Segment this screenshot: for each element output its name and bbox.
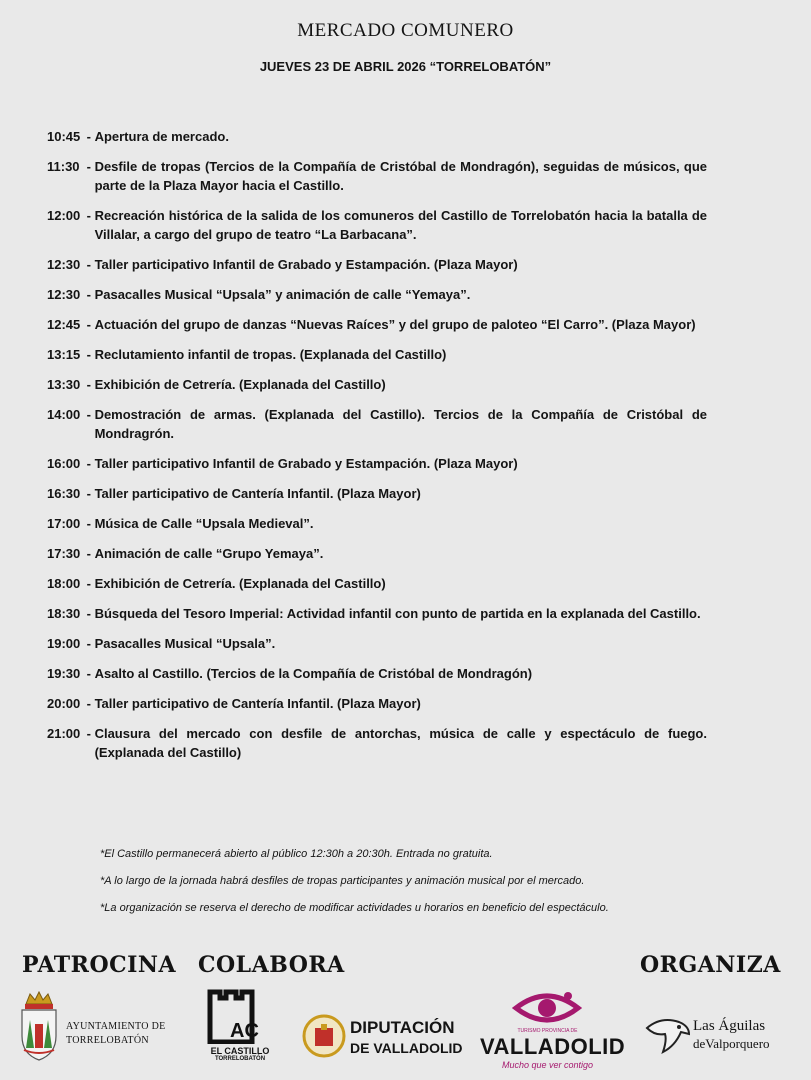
castillo-line2: TORRELOBATÓN: [214, 1056, 266, 1062]
note-castle-hours: *El Castillo permanecerá abierto al público 12:30h a 20:30h. Entrada no gratuita.: [100, 848, 493, 860]
schedule-item: [47, 514, 707, 533]
event-description: Búsqueda del Tesoro Imperial: Actividad infantil con punto de partida en la explanada del Castillo.: [94, 606, 701, 621]
castillo-logo: [200, 988, 280, 1068]
event-time: 17:00: [47, 516, 81, 531]
notes: [100, 847, 740, 928]
event-time: 16:30: [47, 486, 81, 501]
valladolid-tagline: Mucho que ver contigo: [501, 1060, 594, 1070]
schedule-item: [47, 604, 707, 623]
schedule-item: [47, 206, 707, 244]
event-description: Exhibición de Cetrería. (Explanada del Castillo): [94, 576, 386, 591]
schedule-item: [47, 375, 707, 394]
event-time: 13:15: [47, 347, 81, 362]
eagle-icon: [645, 1014, 691, 1054]
schedule-item: [47, 664, 707, 683]
schedule-item: [47, 724, 707, 762]
schedule-item: [47, 255, 707, 274]
event-time: 11:30: [47, 159, 80, 174]
event-separator: -: [83, 208, 95, 223]
event-description: Taller participativo Infantil de Grabado y Estampación. (Plaza Mayor): [94, 257, 518, 272]
event-description: Pasacalles Musical “Upsala”.: [94, 636, 276, 651]
event-separator: -: [83, 159, 95, 174]
event-separator: -: [83, 287, 95, 302]
event-separator: -: [83, 636, 95, 651]
event-description: Actuación del grupo de danzas “Nuevas Raíces” y del grupo de paloteo “El Carro”. (Plaza Mayor): [94, 317, 696, 332]
eye-icon: [512, 988, 582, 1028]
event-separator: -: [83, 576, 95, 591]
event-description: Exhibición de Cetrería. (Explanada del Castillo): [94, 377, 386, 392]
schedule-item: [47, 157, 707, 195]
event-time: 12:30: [47, 287, 81, 302]
patrocina-heading: PATROCINA: [22, 952, 177, 978]
event-separator: -: [83, 257, 95, 272]
schedule-item: [47, 285, 707, 304]
event-time: 12:45: [47, 317, 81, 332]
diputacion-seal-icon: [302, 1014, 346, 1058]
event-separator: -: [83, 347, 95, 362]
event-separator: -: [83, 456, 95, 471]
event-description: Asalto al Castillo. (Tercios de la Compañía de Cristóbal de Mondragón): [94, 666, 533, 681]
event-time: 17:30: [47, 546, 81, 561]
event-description: Reclutamiento infantil de tropas. (Explanada del Castillo): [94, 347, 447, 362]
event-time: 13:30: [47, 377, 81, 392]
event-time: 12:30: [47, 257, 81, 272]
castle-tower-icon: [204, 988, 274, 1044]
event-time: 20:00: [47, 696, 81, 711]
event-description: Pasacalles Musical “Upsala” y animación de calle “Yemaya”.: [94, 287, 471, 302]
valladolid-name: VALLADOLID: [480, 1034, 626, 1059]
schedule-list: [47, 127, 707, 773]
event-separator: -: [83, 377, 95, 392]
event-time: 16:00: [47, 456, 81, 471]
event-time: 10:45: [47, 129, 81, 144]
poster-title: MERCADO COMUNERO: [297, 20, 514, 41]
event-description: Taller participativo de Cantería Infantil. (Plaza Mayor): [94, 696, 421, 711]
schedule-item: [47, 634, 707, 653]
poster-subtitle: JUEVES 23 DE ABRIL 2026 “TORRELOBATÓN”: [259, 59, 552, 74]
coat-of-arms-icon: [18, 990, 60, 1062]
event-separator: -: [83, 666, 95, 681]
event-time: 18:00: [47, 576, 81, 591]
event-separator: -: [83, 516, 95, 531]
event-time: 19:30: [47, 666, 81, 681]
event-time: 18:30: [47, 606, 81, 621]
organiza-heading: ORGANIZA: [640, 952, 781, 978]
valladolid-small: TURISMO PROVINCIA DE: [517, 1028, 578, 1034]
note-disclaimer: *La organización se reserva el derecho de modificar actividades u horarios en beneficio del espectáculo.: [100, 902, 609, 914]
event-description: Desfile de tropas (Tercios de la Compañía de Cristóbal de Mondragón), seguidas de músicos, que parte de la Plaza Mayor hacia el Castillo.: [94, 159, 707, 193]
event-description: Demostración de armas. (Explanada del Castillo). Tercios de la Compañía de Cristóbal de Mondragrón.: [94, 407, 707, 441]
aguilas-logo: [645, 988, 790, 1068]
schedule-item: [47, 345, 707, 364]
ayuntamiento-line1: AYUNTAMIENTO DE: [66, 1021, 166, 1032]
event-separator: -: [83, 486, 95, 501]
event-time: 19:00: [47, 636, 81, 651]
event-separator: -: [83, 129, 95, 144]
diputacion-line1: DIPUTACIÓN: [350, 1018, 455, 1037]
event-time: 14:00: [47, 407, 81, 422]
note-parades: *A lo largo de la jornada habrá desfiles de tropas participantes y animación musical por el mercado.: [100, 875, 585, 887]
event-description: Taller participativo Infantil de Grabado y Estampación. (Plaza Mayor): [94, 456, 518, 471]
aguilas-line1: Las Águilas: [693, 1018, 766, 1034]
colabora-heading: COLABORA: [198, 952, 345, 978]
turismo-valladolid-logo: [480, 988, 626, 1070]
schedule-item: [47, 405, 707, 443]
event-description: Apertura de mercado.: [94, 129, 229, 144]
schedule-item: [47, 574, 707, 593]
event-separator: -: [83, 317, 95, 332]
diputacion-line2: DE VALLADOLID: [350, 1040, 463, 1056]
schedule-item: [47, 454, 707, 473]
ayuntamiento-logo: [18, 988, 178, 1068]
event-separator: -: [83, 696, 95, 711]
schedule-item: [47, 544, 707, 563]
event-separator: -: [83, 606, 95, 621]
event-description: Animación de calle “Grupo Yemaya”.: [94, 546, 324, 561]
event-time: 21:00: [47, 726, 81, 741]
event-time: 12:00: [47, 208, 81, 223]
schedule-item: [47, 694, 707, 713]
event-separator: -: [83, 726, 95, 741]
schedule-item: [47, 127, 707, 146]
castillo-line1: EL CASTILLO: [210, 1046, 270, 1056]
diputacion-logo: [302, 988, 467, 1068]
event-separator: -: [83, 546, 95, 561]
event-description: Música de Calle “Upsala Medieval”.: [94, 516, 314, 531]
aguilas-line2: deValporquero: [693, 1036, 770, 1051]
schedule-item: [47, 315, 707, 334]
event-description: Clausura del mercado con desfile de antorchas, música de calle y espectáculo de fuego. (Explanada del Castillo): [94, 726, 707, 760]
event-separator: -: [83, 407, 95, 422]
svg-text:AC: AC: [230, 1020, 259, 1042]
event-description: Recreación histórica de la salida de los comuneros del Castillo de Torrelobatón hacia la batalla de Villalar, a cargo del grupo de teatro “La Barbacana”.: [94, 208, 707, 242]
schedule-item: [47, 484, 707, 503]
event-description: Taller participativo de Cantería Infantil. (Plaza Mayor): [94, 486, 421, 501]
ayuntamiento-line2: TORRELOBATÓN: [66, 1035, 149, 1046]
